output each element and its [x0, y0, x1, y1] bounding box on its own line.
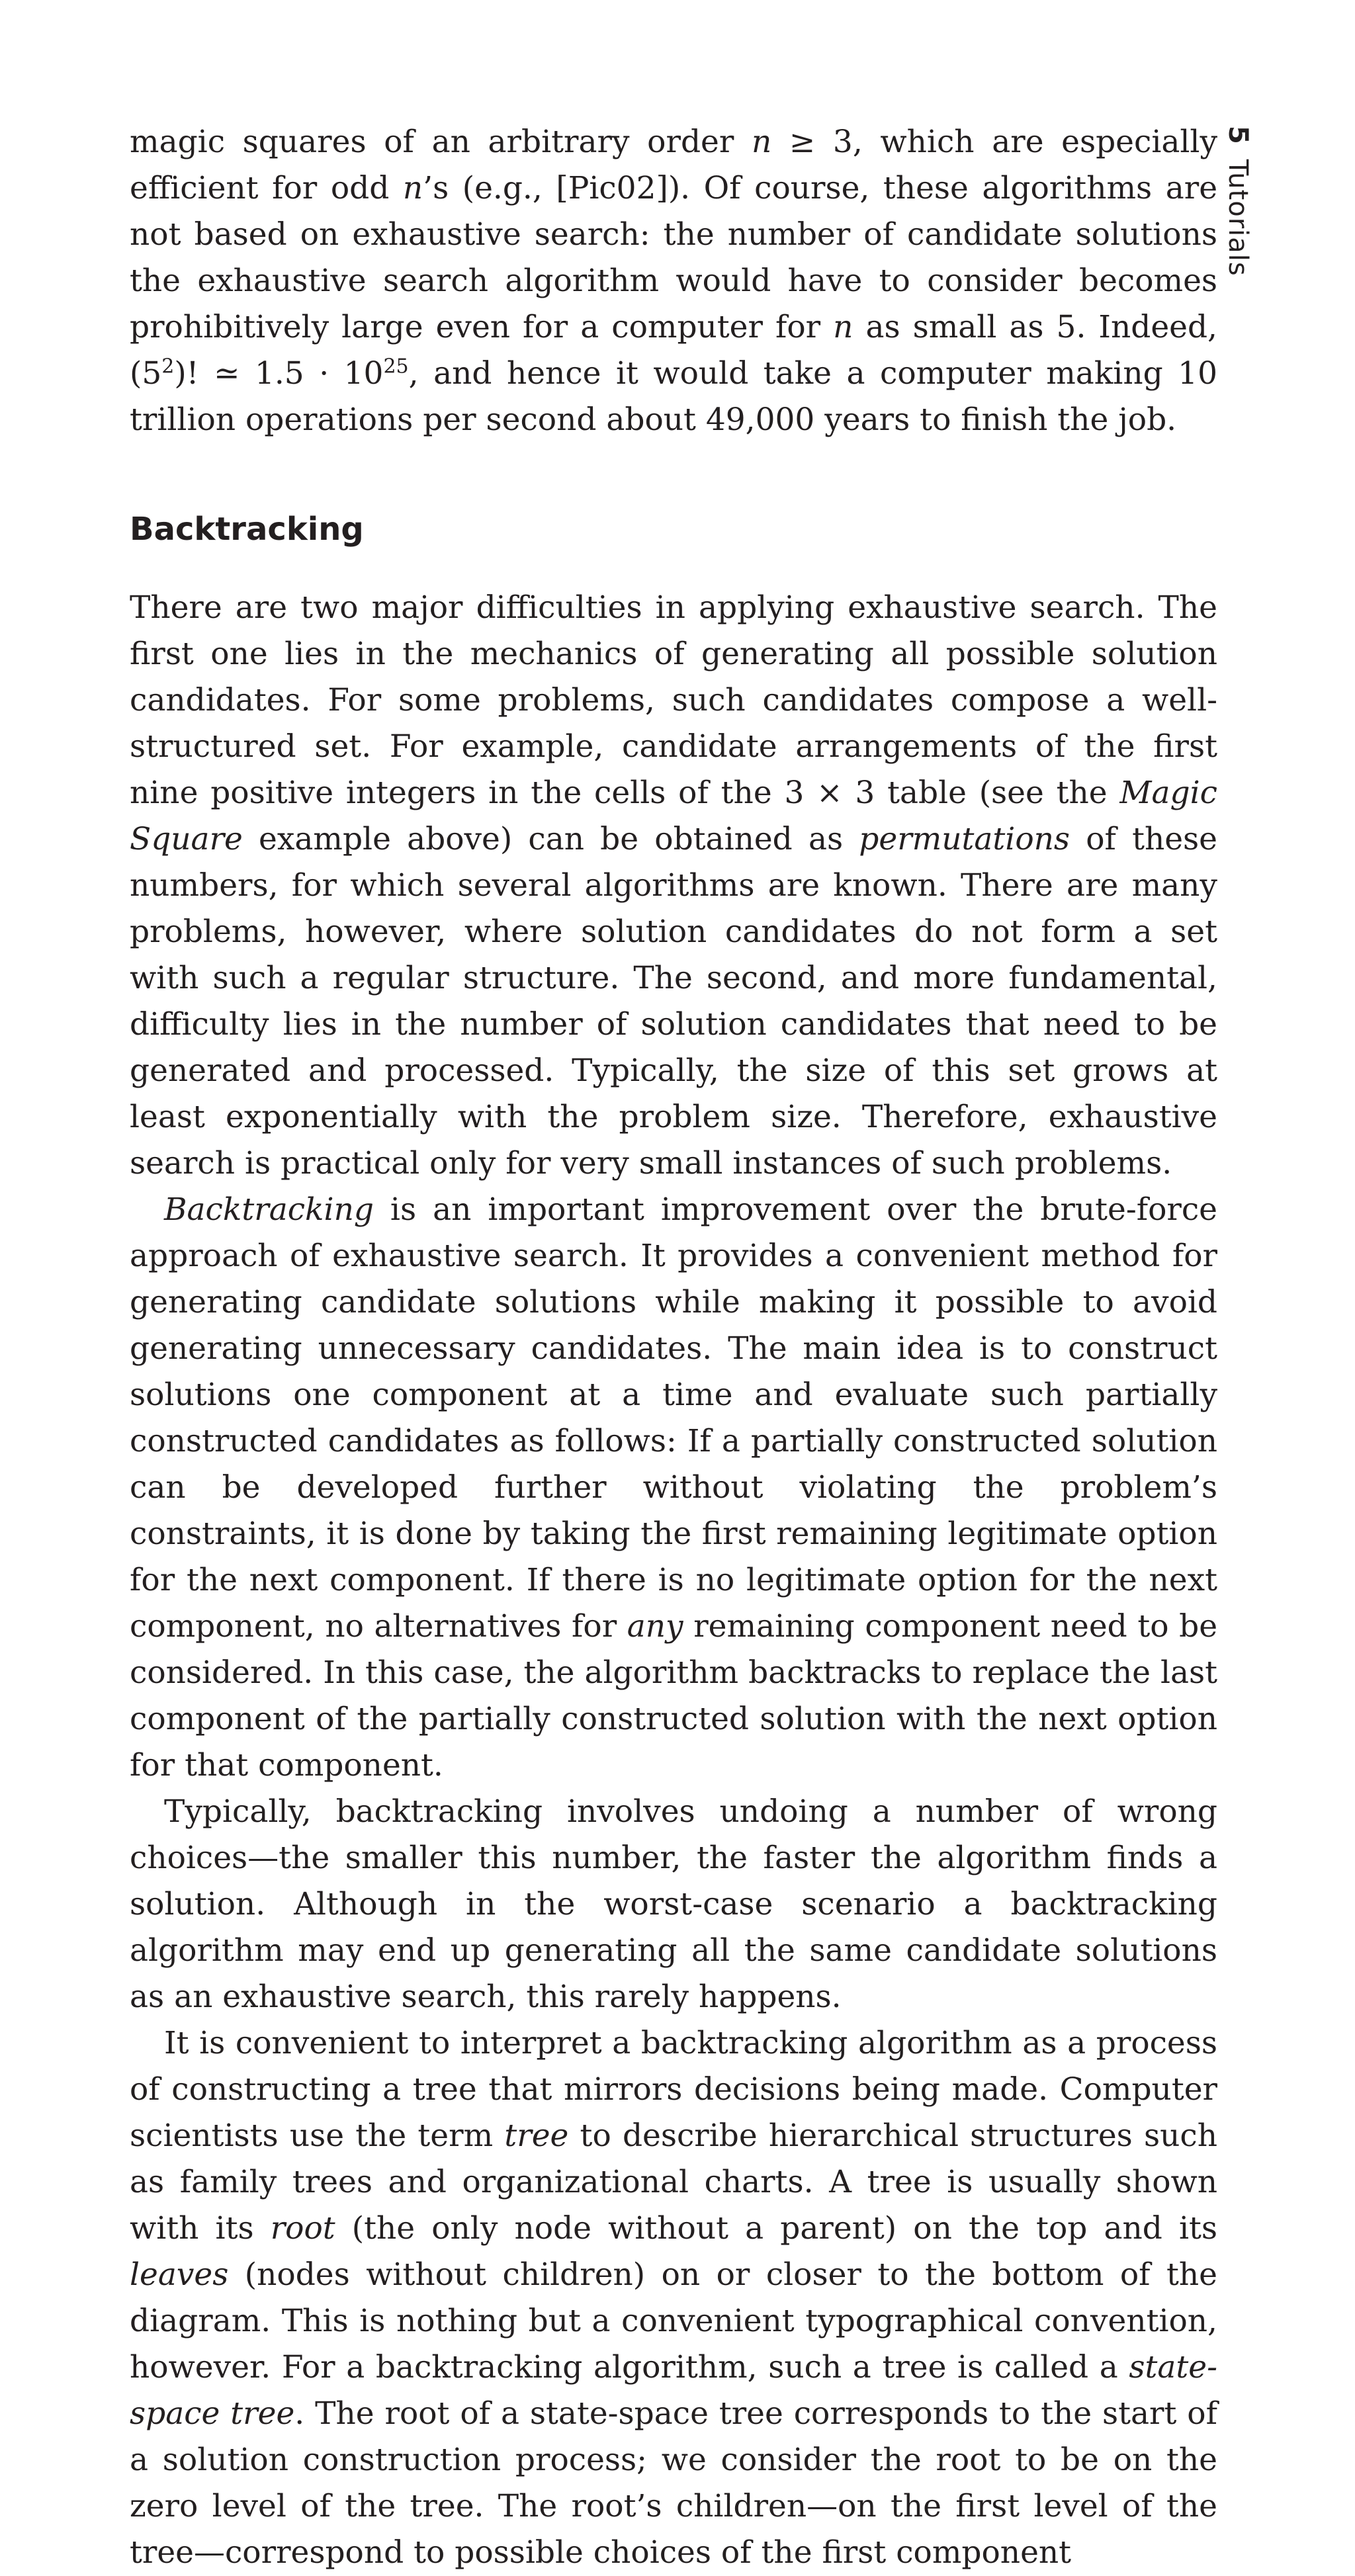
- intro-paragraph: magic squares of an arbitrary order n ≥ 3, which are especially efficient for odd n’s (e.g., [Pic02]). Of course, these algorithms are not based on exhaustive search: the number of candidate solutions the exhaustive search algorithm would have to consider becomes prohibitively large even for a computer for n as small as 5. Indeed, $(5^2)$! ≃ $1.5 \cdot 10^{25}$, and hence it would take a computer making 10 trillion operations per second about 49,000 years to finish the job.: [130, 124, 1218, 438]
- running-head: [1223, 126, 1253, 324]
- chapter-title: Tutorials: [1223, 159, 1253, 277]
- section-heading: Backtracking: [130, 511, 364, 548]
- paragraph-3: Typically, backtracking involves undoing a number of wrong choices—the smaller this number, the faster the algorithm finds a solution. Although in the worst-case scenario a backtracking algorithm may end up generating all the same candidate solutions as an exhaustive search, this rarely happens.: [130, 1793, 1217, 2015]
- paragraph-4: It is convenient to interpret a backtracking algorithm as a process of constructing a tree that mirrors decisions being made. Computer scientists use the term tree to describe hierarchical structures such as family trees and organizational charts. A tree is usually shown with its root (the only node without a parent) on the top and its leaves (nodes without children) on or closer to the bottom of the diagram. This is nothing but a convenient typographical convention, however. For a backtracking algorithm, such a tree is called a state-space tree. The root of a state-space tree corresponds to the start of a solution construction process; we consider the root to be on the zero level of the tree. The root’s children—on the first level of the tree—correspond to possible choices of the first component: [130, 2025, 1217, 2571]
- chapter-number: 5: [1223, 126, 1253, 145]
- paragraph-1: There are two major difficulties in applying exhaustive search. The first one lies in the mechanics of generating all possible solution candidates. For some problems, such candidates compose a well-structured set. For example, candidate arrangements of the first nine positive integers in the cells of the 3 × 3 table (see the Magic Square example above) can be obtained as permutations of these numbers, for which several algorithms are known. There are many problems, however, where solution candidates do not form a set with such a regular structure. The second, and more fundamental, difficulty lies in the number of solution candidates that need to be generated and processed. Typically, the size of this set grows at least exponentially with the problem size. Therefore, exhaustive search is practical only for very small instances of such problems.: [130, 589, 1217, 1181]
- page-body: [130, 119, 1217, 2576]
- paragraph-2: Backtracking is an important improvement over the brute-force approach of exhaustive search. It provides a convenient method for generating candidate solutions while making it possible to avoid generating unnecessary candidates. The main idea is to construct solutions one component at a time and evaluate such partially constructed candidates as follows: If a partially constructed solution can be developed further without violating the problem’s constraints, it is done by taking the first remaining legitimate option for the next component. If there is no legitimate option for the next component, no alternatives for any remaining component need to be considered. In this case, the algorithm backtracks to replace the last component of the partially constructed solution with the next option for that component.: [130, 1191, 1218, 1783]
